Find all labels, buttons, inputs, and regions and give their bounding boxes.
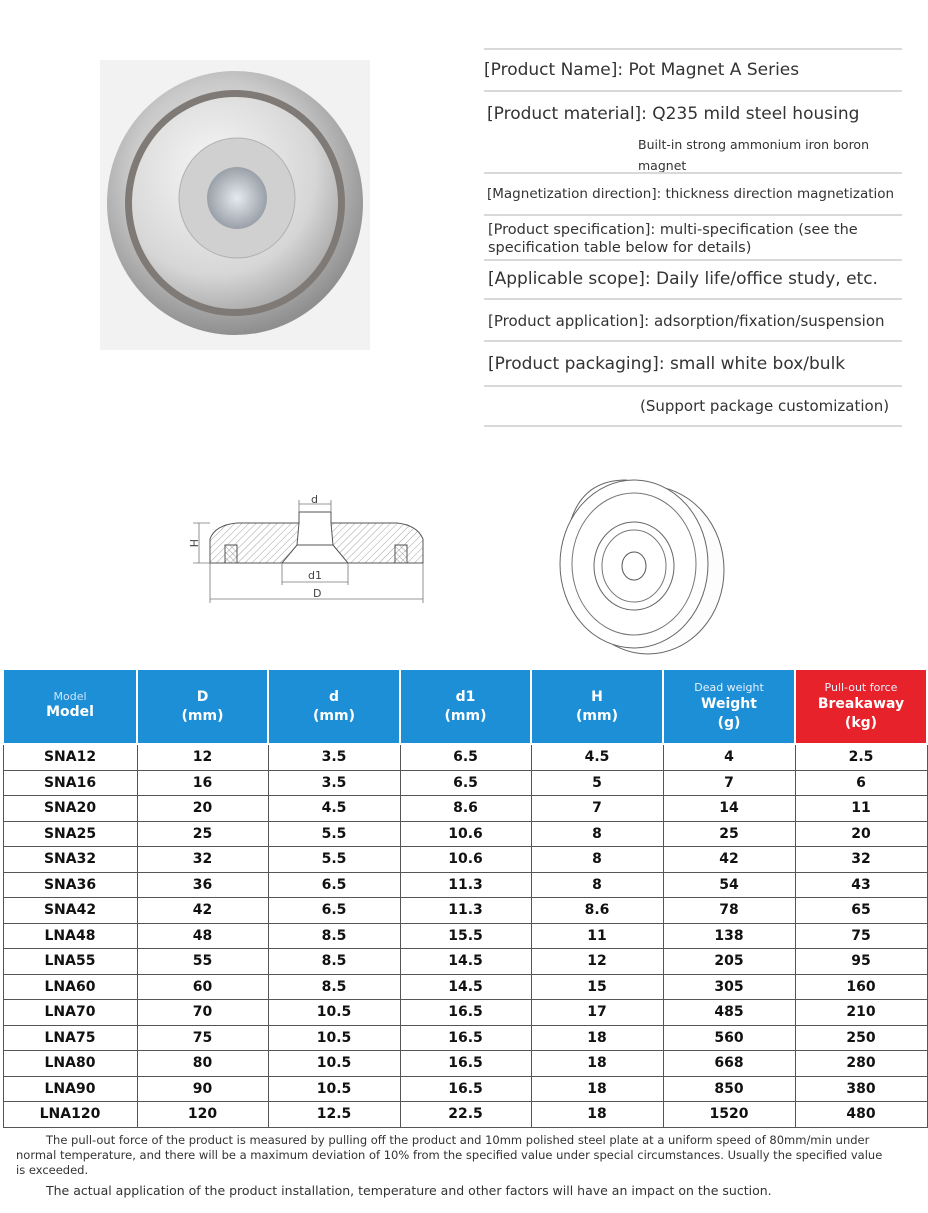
cell-breakaway: 380 bbox=[795, 1076, 927, 1102]
product-material-row bbox=[484, 90, 902, 172]
cell-breakaway: 250 bbox=[795, 1025, 927, 1051]
cell-model: LNA120 bbox=[3, 1102, 137, 1128]
cell-model: SNA32 bbox=[3, 847, 137, 873]
cell-height: 8 bbox=[531, 821, 663, 847]
label-d1: d1 bbox=[308, 569, 322, 582]
table-row bbox=[3, 770, 927, 796]
cell-countersink-diameter: 16.5 bbox=[400, 1076, 531, 1102]
cell-height: 4.5 bbox=[531, 744, 663, 770]
cell-weight: 78 bbox=[663, 898, 795, 924]
cell-weight: 54 bbox=[663, 872, 795, 898]
col-header-height bbox=[531, 669, 663, 744]
table-header-row bbox=[3, 669, 927, 744]
table-row bbox=[3, 847, 927, 873]
table-row bbox=[3, 1076, 927, 1102]
cell-outer-diameter: 48 bbox=[137, 923, 268, 949]
customization-row bbox=[484, 385, 902, 425]
specification-row bbox=[484, 214, 902, 259]
cell-model: SNA42 bbox=[3, 898, 137, 924]
cell-model: LNA48 bbox=[3, 923, 137, 949]
header-D: D bbox=[196, 688, 209, 705]
material-note-line2: magnet bbox=[638, 158, 687, 173]
cell-outer-diameter: 32 bbox=[137, 847, 268, 873]
cross-section-drawing bbox=[185, 495, 435, 610]
label-D: D bbox=[313, 587, 322, 600]
cell-weight: 485 bbox=[663, 1000, 795, 1026]
cell-hole-diameter: 10.5 bbox=[268, 1000, 400, 1026]
suction-note: The actual application of the product installation, temperature and other factors will have an impact on the suction. bbox=[46, 1183, 772, 1198]
header-d1-unit: (mm) bbox=[444, 707, 487, 724]
specification-line2: specification table below for details) bbox=[488, 240, 752, 256]
cell-model: LNA80 bbox=[3, 1051, 137, 1077]
cell-breakaway: 75 bbox=[795, 923, 927, 949]
cell-model: LNA55 bbox=[3, 949, 137, 975]
pullout-force-note bbox=[16, 1133, 886, 1178]
col-header-weight bbox=[663, 669, 795, 744]
table-row bbox=[3, 821, 927, 847]
cell-weight: 138 bbox=[663, 923, 795, 949]
product-application: [Product application]: adsorption/fixation/suspension bbox=[488, 312, 885, 330]
cell-model: SNA25 bbox=[3, 821, 137, 847]
cell-countersink-diameter: 14.5 bbox=[400, 974, 531, 1000]
isometric-drawing bbox=[548, 472, 733, 662]
cell-outer-diameter: 90 bbox=[137, 1076, 268, 1102]
cell-countersink-diameter: 10.6 bbox=[400, 847, 531, 873]
specification-line1: [Product specification]: multi-specification (see the bbox=[488, 222, 858, 238]
product-photo bbox=[100, 60, 370, 350]
cell-breakaway: 2.5 bbox=[795, 744, 927, 770]
cell-weight: 7 bbox=[663, 770, 795, 796]
header-weight: Weight bbox=[701, 695, 757, 712]
table-row bbox=[3, 1025, 927, 1051]
header-breakaway: Breakaway bbox=[817, 695, 905, 712]
cell-hole-diameter: 4.5 bbox=[268, 796, 400, 822]
cell-height: 8.6 bbox=[531, 898, 663, 924]
cell-hole-diameter: 10.5 bbox=[268, 1051, 400, 1077]
cell-model: SNA36 bbox=[3, 872, 137, 898]
cell-breakaway: 160 bbox=[795, 974, 927, 1000]
cell-outer-diameter: 25 bbox=[137, 821, 268, 847]
packaging-row bbox=[484, 340, 902, 385]
col-header-hole-diameter bbox=[268, 669, 400, 744]
cell-height: 8 bbox=[531, 872, 663, 898]
cell-countersink-diameter: 16.5 bbox=[400, 1051, 531, 1077]
cell-hole-diameter: 3.5 bbox=[268, 770, 400, 796]
label-h: H bbox=[187, 539, 200, 548]
cell-outer-diameter: 12 bbox=[137, 744, 268, 770]
cell-hole-diameter: 6.5 bbox=[268, 898, 400, 924]
cell-model: LNA75 bbox=[3, 1025, 137, 1051]
product-name: [Product Name]: Pot Magnet A Series bbox=[484, 60, 800, 80]
cell-weight: 42 bbox=[663, 847, 795, 873]
cell-countersink-diameter: 11.3 bbox=[400, 872, 531, 898]
cell-breakaway: 480 bbox=[795, 1102, 927, 1128]
cell-breakaway: 65 bbox=[795, 898, 927, 924]
cell-outer-diameter: 16 bbox=[137, 770, 268, 796]
cell-outer-diameter: 55 bbox=[137, 949, 268, 975]
product-material: [Product material]: Q235 mild steel housing bbox=[487, 104, 860, 124]
cell-weight: 305 bbox=[663, 974, 795, 1000]
table-row bbox=[3, 872, 927, 898]
header-H: H bbox=[591, 688, 603, 705]
header-weight-unit: (g) bbox=[717, 714, 741, 731]
cell-model: LNA70 bbox=[3, 1000, 137, 1026]
cell-height: 15 bbox=[531, 974, 663, 1000]
table-row bbox=[3, 1102, 927, 1128]
col-header-countersink-diameter bbox=[400, 669, 531, 744]
cell-model: LNA90 bbox=[3, 1076, 137, 1102]
cell-model: SNA12 bbox=[3, 744, 137, 770]
col-header-outer-diameter bbox=[137, 669, 268, 744]
cell-hole-diameter: 5.5 bbox=[268, 847, 400, 873]
cell-breakaway: 280 bbox=[795, 1051, 927, 1077]
cell-countersink-diameter: 11.3 bbox=[400, 898, 531, 924]
table-row bbox=[3, 923, 927, 949]
cell-countersink-diameter: 6.5 bbox=[400, 770, 531, 796]
bottom-divider bbox=[484, 425, 902, 427]
cell-breakaway: 11 bbox=[795, 796, 927, 822]
cell-height: 5 bbox=[531, 770, 663, 796]
package-customization: (Support package customization) bbox=[640, 397, 890, 415]
cell-countersink-diameter: 22.5 bbox=[400, 1102, 531, 1128]
cell-outer-diameter: 120 bbox=[137, 1102, 268, 1128]
header-weight-small: Dead weight bbox=[694, 680, 764, 694]
pullout-note-text: The pull-out force of the product is measured by pulling off the product and 10mm polished steel plate at a uniform speed of 80mm/min under normal temperature, and there will be a maximum deviation of 10% from the specified value under special circumstances. Usually the specified value is exceeded. bbox=[16, 1133, 883, 1177]
cell-height: 11 bbox=[531, 923, 663, 949]
cell-outer-diameter: 80 bbox=[137, 1051, 268, 1077]
specification-table bbox=[2, 668, 928, 1128]
table-body bbox=[3, 744, 927, 1127]
cell-weight: 205 bbox=[663, 949, 795, 975]
product-packaging: [Product packaging]: small white box/bulk bbox=[488, 354, 846, 374]
cell-weight: 850 bbox=[663, 1076, 795, 1102]
header-d: d bbox=[328, 688, 340, 705]
table-row bbox=[3, 949, 927, 975]
magnetization-direction: [Magnetization direction]: thickness direction magnetization bbox=[487, 186, 895, 202]
table-row bbox=[3, 974, 927, 1000]
cell-countersink-diameter: 14.5 bbox=[400, 949, 531, 975]
cell-height: 18 bbox=[531, 1102, 663, 1128]
cell-breakaway: 210 bbox=[795, 1000, 927, 1026]
table-row bbox=[3, 744, 927, 770]
header-breakaway-small: Pull-out force bbox=[824, 680, 898, 694]
cell-height: 18 bbox=[531, 1076, 663, 1102]
table-row bbox=[3, 796, 927, 822]
cell-weight: 668 bbox=[663, 1051, 795, 1077]
cell-outer-diameter: 70 bbox=[137, 1000, 268, 1026]
cell-breakaway: 20 bbox=[795, 821, 927, 847]
cell-hole-diameter: 12.5 bbox=[268, 1102, 400, 1128]
label-d: d bbox=[311, 495, 318, 506]
model-label: Model bbox=[46, 704, 94, 720]
cell-countersink-diameter: 6.5 bbox=[400, 744, 531, 770]
header-d1: d1 bbox=[455, 688, 476, 705]
header-D-unit: (mm) bbox=[181, 707, 224, 724]
cell-countersink-diameter: 16.5 bbox=[400, 1025, 531, 1051]
cell-outer-diameter: 75 bbox=[137, 1025, 268, 1051]
application-row bbox=[484, 298, 902, 340]
product-info-list bbox=[484, 48, 902, 427]
cell-height: 18 bbox=[531, 1051, 663, 1077]
cell-hole-diameter: 6.5 bbox=[268, 872, 400, 898]
cell-countersink-diameter: 10.6 bbox=[400, 821, 531, 847]
magnetization-row bbox=[484, 172, 902, 214]
cell-countersink-diameter: 15.5 bbox=[400, 923, 531, 949]
cell-weight: 4 bbox=[663, 744, 795, 770]
cell-model: LNA60 bbox=[3, 974, 137, 1000]
cell-hole-diameter: 8.5 bbox=[268, 949, 400, 975]
cell-height: 7 bbox=[531, 796, 663, 822]
cell-hole-diameter: 3.5 bbox=[268, 744, 400, 770]
cell-breakaway: 6 bbox=[795, 770, 927, 796]
cell-height: 12 bbox=[531, 949, 663, 975]
cell-weight: 25 bbox=[663, 821, 795, 847]
table-row bbox=[3, 898, 927, 924]
table-row bbox=[3, 1000, 927, 1026]
scope-row bbox=[484, 259, 902, 298]
col-header-model bbox=[3, 669, 137, 744]
cell-weight: 560 bbox=[663, 1025, 795, 1051]
cell-hole-diameter: 8.5 bbox=[268, 923, 400, 949]
cell-outer-diameter: 36 bbox=[137, 872, 268, 898]
cell-countersink-diameter: 16.5 bbox=[400, 1000, 531, 1026]
cell-height: 8 bbox=[531, 847, 663, 873]
cell-hole-diameter: 10.5 bbox=[268, 1025, 400, 1051]
cell-outer-diameter: 60 bbox=[137, 974, 268, 1000]
material-note-line1: Built-in strong ammonium iron boron bbox=[638, 137, 870, 152]
cell-height: 18 bbox=[531, 1025, 663, 1051]
model-small-label: Model bbox=[53, 690, 87, 703]
cell-model: SNA20 bbox=[3, 796, 137, 822]
cell-outer-diameter: 42 bbox=[137, 898, 268, 924]
cell-breakaway: 43 bbox=[795, 872, 927, 898]
cell-countersink-diameter: 8.6 bbox=[400, 796, 531, 822]
cell-hole-diameter: 10.5 bbox=[268, 1076, 400, 1102]
header-H-unit: (mm) bbox=[576, 707, 618, 724]
cell-weight: 14 bbox=[663, 796, 795, 822]
product-name-row bbox=[484, 48, 902, 90]
col-header-breakaway bbox=[795, 669, 927, 744]
cell-model: SNA16 bbox=[3, 770, 137, 796]
cell-hole-diameter: 8.5 bbox=[268, 974, 400, 1000]
header-breakaway-unit: (kg) bbox=[844, 714, 878, 731]
cell-weight: 1520 bbox=[663, 1102, 795, 1128]
cell-breakaway: 32 bbox=[795, 847, 927, 873]
cell-breakaway: 95 bbox=[795, 949, 927, 975]
cell-height: 17 bbox=[531, 1000, 663, 1026]
header-d-unit: (mm) bbox=[313, 707, 355, 724]
applicable-scope: [Applicable scope]: Daily life/office study, etc. bbox=[488, 269, 878, 289]
table-row bbox=[3, 1051, 927, 1077]
cell-hole-diameter: 5.5 bbox=[268, 821, 400, 847]
cell-outer-diameter: 20 bbox=[137, 796, 268, 822]
